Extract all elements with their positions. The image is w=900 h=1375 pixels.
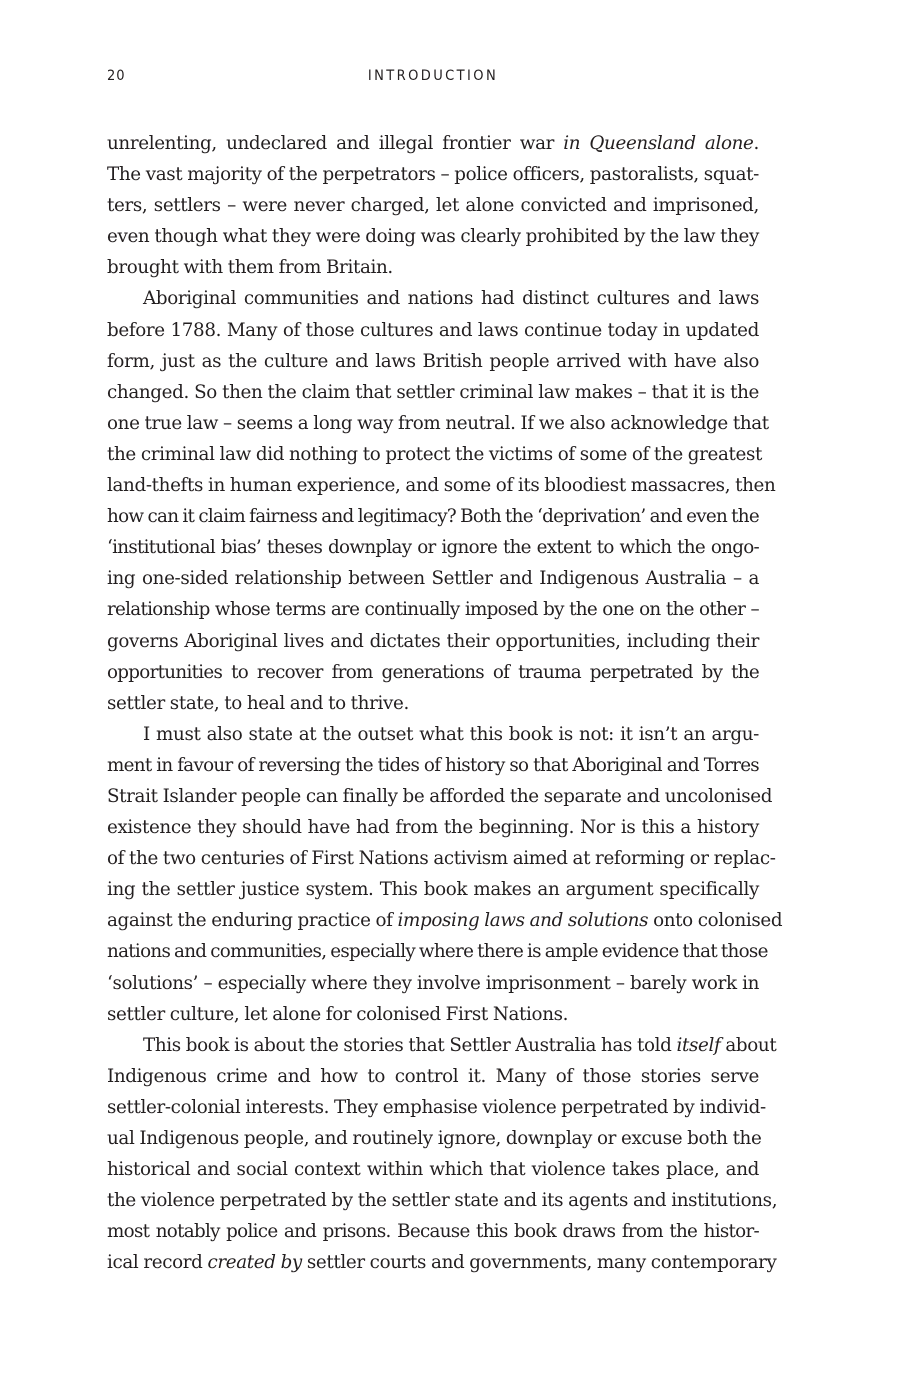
text-line bbox=[107, 1154, 759, 1185]
text-run: nations and communities, especially where there is ample evidence that those bbox=[107, 941, 768, 963]
paragraph bbox=[107, 128, 759, 283]
text-run: before 1788. Many of those cultures and laws continue today in updated bbox=[107, 319, 759, 341]
text-line bbox=[107, 221, 759, 252]
paragraph bbox=[107, 719, 783, 1030]
text-line bbox=[107, 408, 769, 439]
text-line bbox=[107, 501, 759, 532]
text-run: ‘solutions’ – especially where they involve imprisonment – barely work in bbox=[107, 972, 759, 994]
text-run: This book is about the stories that Settler Australia has told bbox=[143, 1034, 677, 1056]
running-head bbox=[107, 68, 759, 88]
text-run: governs Aboriginal lives and dictates their opportunities, including their bbox=[107, 630, 759, 652]
text-run: one true law – seems a long way from neutral. If we also acknowledge that bbox=[107, 412, 769, 434]
text-run: ters, settlers – were never charged, let alone convicted and imprisoned, bbox=[107, 195, 759, 217]
text-run: I must also state at the outset what this book is not: it isn’t an argu- bbox=[143, 723, 759, 745]
text-line bbox=[107, 1092, 766, 1123]
text-run: unrelenting, undeclared and illegal frontier war bbox=[107, 133, 564, 154]
text-line bbox=[107, 315, 759, 346]
text-line bbox=[107, 688, 759, 719]
paragraph bbox=[107, 1030, 778, 1279]
body-text bbox=[107, 128, 783, 1278]
text-run: of the two centuries of First Nations activism aimed at reforming or replac- bbox=[107, 848, 776, 870]
text-line bbox=[107, 159, 759, 190]
text-line bbox=[107, 781, 773, 812]
italic-run: created by bbox=[207, 1252, 302, 1274]
text-run: Strait Islander people can finally be afforded the separate and uncolonised bbox=[107, 785, 773, 807]
text-run: against the enduring practice of bbox=[107, 910, 398, 932]
text-line bbox=[107, 812, 759, 843]
text-line bbox=[107, 999, 759, 1030]
text-line bbox=[107, 874, 759, 905]
text-line bbox=[107, 252, 759, 283]
text-run: ual Indigenous people, and routinely ignore, downplay or excuse both the bbox=[107, 1128, 762, 1149]
section-title: INTRODUCTION bbox=[367, 68, 499, 84]
text-line bbox=[107, 626, 759, 657]
text-line bbox=[107, 470, 776, 501]
text-line bbox=[107, 843, 776, 874]
text-line bbox=[107, 439, 763, 470]
text-line bbox=[107, 719, 759, 750]
text-run: ‘institutional bias’ theses downplay or ignore the extent to which the ongo- bbox=[107, 537, 759, 559]
text-run: ment in favour of reversing the tides of history so that Aboriginal and Torres bbox=[107, 754, 759, 776]
text-line bbox=[107, 532, 759, 563]
text-line bbox=[107, 377, 759, 408]
text-run: most notably police and prisons. Because this book draws from the histor- bbox=[107, 1221, 759, 1243]
text-line bbox=[107, 750, 759, 781]
text-run: settler-colonial interests. They emphasise violence perpetrated by individ- bbox=[107, 1096, 766, 1118]
text-line bbox=[107, 283, 759, 314]
italic-run: imposing laws and solutions bbox=[397, 910, 649, 932]
text-line bbox=[107, 128, 759, 159]
page-number: 20 bbox=[107, 68, 126, 84]
text-run: ing the settler justice system. This book makes an argument specifically bbox=[107, 879, 759, 901]
text-line bbox=[107, 594, 759, 625]
text-run: opportunities to recover from generations of trauma perpetrated by the bbox=[107, 661, 759, 683]
text-line bbox=[107, 346, 759, 377]
text-line bbox=[107, 1061, 759, 1092]
text-run: the violence perpetrated by the settler state and its agents and institutions, bbox=[107, 1190, 778, 1212]
text-run: form, just as the culture and laws British people arrived with have also bbox=[107, 350, 759, 372]
text-run: . bbox=[753, 133, 759, 154]
text-run: about bbox=[720, 1034, 777, 1056]
text-run: changed. So then the claim that settler criminal law makes – that it is the bbox=[107, 381, 759, 403]
text-run: settler courts and governments, many contemporary bbox=[301, 1252, 777, 1274]
italic-run: itself bbox=[676, 1034, 721, 1056]
text-line bbox=[107, 936, 768, 967]
paragraph bbox=[107, 283, 776, 718]
text-run: ing one-sided relationship between Settler and Indigenous Australia – a bbox=[107, 568, 759, 590]
italic-run: in Queensland alone bbox=[563, 133, 754, 154]
text-run: settler culture, let alone for colonised First Nations. bbox=[107, 1003, 569, 1025]
text-run: existence they should have had from the beginning. Nor is this a history bbox=[107, 817, 759, 839]
text-run: settler state, to heal and to thrive. bbox=[107, 692, 409, 714]
text-run: historical and social context within which that violence takes place, and bbox=[107, 1159, 759, 1181]
text-run: Aboriginal communities and nations had distinct cultures and laws bbox=[143, 288, 759, 310]
text-line bbox=[107, 968, 759, 999]
text-run: how can it claim fairness and legitimacy? Both the ‘deprivation’ and even the bbox=[107, 506, 759, 528]
text-run: land-thefts in human experience, and some of its bloodiest massacres, then bbox=[107, 475, 776, 497]
text-run: The vast majority of the perpetrators – police officers, pastoralists, squat- bbox=[107, 164, 759, 186]
text-run: the criminal law did nothing to protect the victims of some of the greatest bbox=[107, 443, 763, 465]
text-run: onto colonised bbox=[648, 910, 783, 932]
text-line bbox=[107, 563, 759, 594]
text-run: even though what they were doing was clearly prohibited by the law they bbox=[107, 226, 759, 248]
text-line bbox=[107, 190, 759, 221]
text-line bbox=[107, 657, 759, 688]
text-line bbox=[107, 1247, 777, 1278]
text-run: Indigenous crime and how to control it. Many of those stories serve bbox=[107, 1065, 759, 1087]
text-line bbox=[107, 1030, 777, 1061]
text-line bbox=[107, 1216, 759, 1247]
text-run: relationship whose terms are continually imposed by the one on the other – bbox=[107, 599, 759, 621]
text-line bbox=[107, 905, 783, 936]
text-run: brought with them from Britain. bbox=[107, 257, 393, 279]
text-line bbox=[107, 1123, 762, 1154]
text-run: ical record bbox=[107, 1252, 208, 1274]
text-line bbox=[107, 1185, 778, 1216]
